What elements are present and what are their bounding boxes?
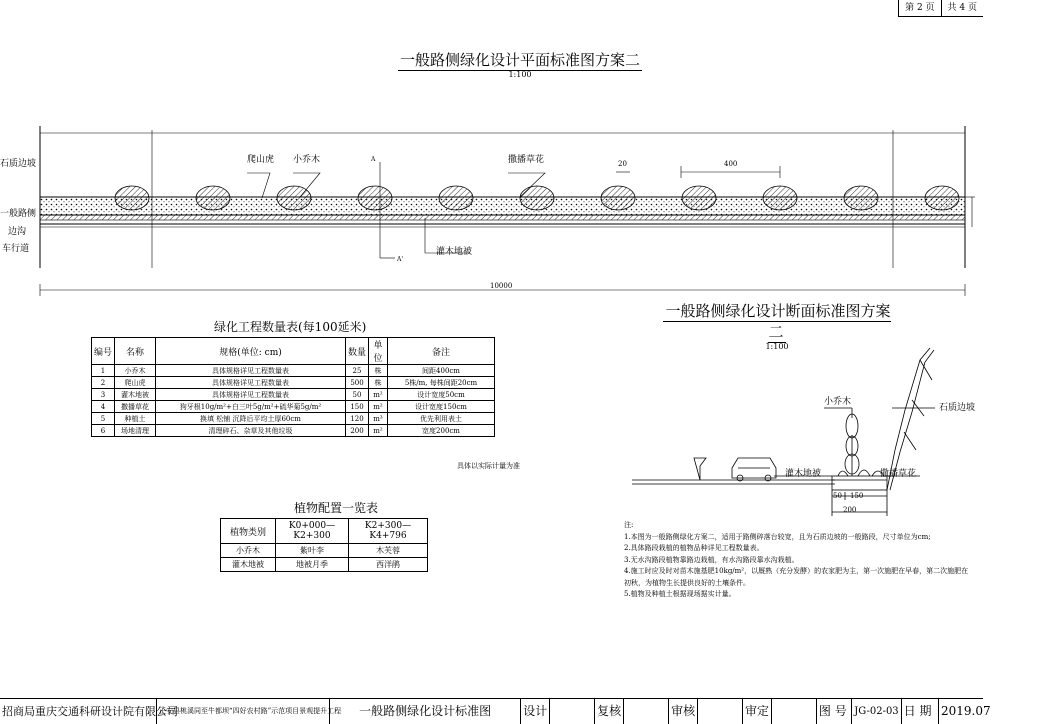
dim-10000: 10000: [490, 282, 513, 290]
dim-200: 200: [843, 506, 857, 514]
dim-50: 50: [833, 492, 842, 500]
note-item: 5.植物及种植土根据现场据实计量。: [624, 590, 736, 598]
section-drawing: [620, 340, 983, 520]
table-row: 6 场地清理 清理碎石、杂草及其他垃圾 200 m² 宽度200cm: [92, 425, 495, 437]
section-label-slope: 石质边坡: [939, 403, 976, 413]
review-sign: [624, 699, 669, 724]
quantity-table-title: 绿化工程数量表(每100延米): [214, 320, 367, 334]
col-header: 名称: [115, 338, 156, 365]
dim-20: 20: [618, 160, 627, 168]
title-block: [0, 698, 991, 724]
note-item: 2.具体路段栽植的植物品种详见工程数量表。: [624, 544, 764, 552]
plant-table-header: 植物类别 K0+000—K2+300 K2+300—K4+796: [221, 519, 428, 544]
section-label-shrub: 灌木地被: [785, 469, 822, 479]
col-header: 编号: [92, 338, 115, 365]
section-mark-a: A: [371, 156, 376, 163]
plan-drawing: [0, 118, 983, 300]
table-row: 1 小乔木 具体规格详见工程数量表 25 株 间距400cm: [92, 365, 495, 377]
dim-150: 150: [850, 492, 864, 500]
quantity-table: [91, 337, 495, 437]
col-header: 数量: [346, 338, 369, 365]
label-roadside: 一般路侧: [0, 209, 37, 219]
label-ditch: 边沟: [8, 227, 27, 237]
label-grass: 撒播草花: [508, 155, 545, 165]
dim-400: 400: [724, 160, 738, 168]
review-label: 复核: [595, 699, 624, 724]
note-item: 3.无水沟路段植物靠路边栽植，有水沟路段靠水沟栽植。: [624, 555, 799, 564]
total-pages-label: 共 4 页: [947, 3, 977, 13]
approve-label: 审定: [743, 699, 772, 724]
audit-label: 审核: [669, 699, 698, 724]
label-small-tree: 小乔木: [293, 155, 321, 165]
fig-no: JG-02-03: [852, 699, 901, 724]
page-number-box: [898, 0, 983, 17]
fig-no-label: 图 号: [817, 699, 852, 724]
plan-title: 一般路侧绿化设计平面标准图方案二 1:100: [0, 49, 1040, 79]
design-label: 设计: [521, 699, 550, 724]
table-row: 小乔木 紫叶李 木芙蓉: [221, 544, 428, 558]
quantity-table-header: [92, 338, 495, 365]
audit-sign: [698, 699, 743, 724]
note-item: 1.本图为一般路侧绿化方案二，适用于路侧碎落台较宽，且为石质边坡的一般路段，尺寸单位为cm;: [624, 532, 931, 541]
col-header: 单位: [369, 338, 388, 365]
col-header: 规格(单位: cm): [156, 338, 346, 365]
section-title: 一般路侧绿化设计断面标准图方案二 1:100: [662, 300, 892, 351]
section-label-grass: 撒播草花: [880, 469, 917, 479]
designer-org: 招商局重庆交通科研设计院有限公司: [0, 699, 157, 724]
plant-table-title: 植物配置一览表: [294, 501, 379, 515]
note-item: 4.施工时应及时对苗木施基肥10kg/m²，以厩熟（充分发酵）的农家肥为主，第一次施肥在早春，第二次施肥在: [624, 567, 969, 575]
table-row: 5 种植土 换填 松铺 沉降后平均土厚60cm 120 m³ 优先利用表土: [92, 413, 495, 425]
table-row: 3 灌木地被 具体规格详见工程数量表 50 m² 设计宽度50cm: [92, 389, 495, 401]
section-label-small-tree: 小乔木: [824, 397, 852, 407]
label-shrub: 灌木地被: [436, 247, 473, 257]
section-scale: 1:100: [765, 342, 789, 351]
design-sign: [550, 699, 595, 724]
section-mark-a-prime: A': [397, 256, 403, 263]
col-header: 备注: [388, 338, 495, 365]
table-row: 4 撒播草花 狗牙根10g/m²+白三叶5g/m²+硫华菊5g/m² 150 m² 设计宽度150cm: [92, 401, 495, 413]
date-value: 2019.07: [940, 704, 991, 718]
date-label: 日 期: [902, 699, 939, 724]
label-carriageway: 车行道: [2, 244, 30, 254]
table-row: 2 爬山虎 具体规格详见工程数量表 500 株 5株/m, 每株间距20cm: [92, 377, 495, 389]
quantity-table-footnote: 具体以实际计量为准: [457, 462, 520, 470]
table-row: 灌木地被 地被月季 西洋鹃: [221, 558, 428, 572]
notes: [624, 520, 969, 601]
plant-table: [220, 518, 428, 572]
drawing-name: 一般路侧绿化设计标准图: [330, 699, 521, 724]
note-item: 初秋，为植物生长提供良好的土壤条件。: [624, 578, 750, 587]
label-creeper: 爬山虎: [247, 155, 275, 165]
label-rock-slope: 石质边坡: [0, 159, 37, 169]
approve-sign: [772, 699, 817, 724]
page-label: 第 2 页: [899, 0, 941, 16]
notes-heading: 注:: [624, 521, 634, 529]
project-name: 正安县桃溪同至牛都坝“四好农村路”示范项目景观提升工程: [157, 699, 330, 724]
plan-scale: 1:100: [508, 70, 532, 79]
